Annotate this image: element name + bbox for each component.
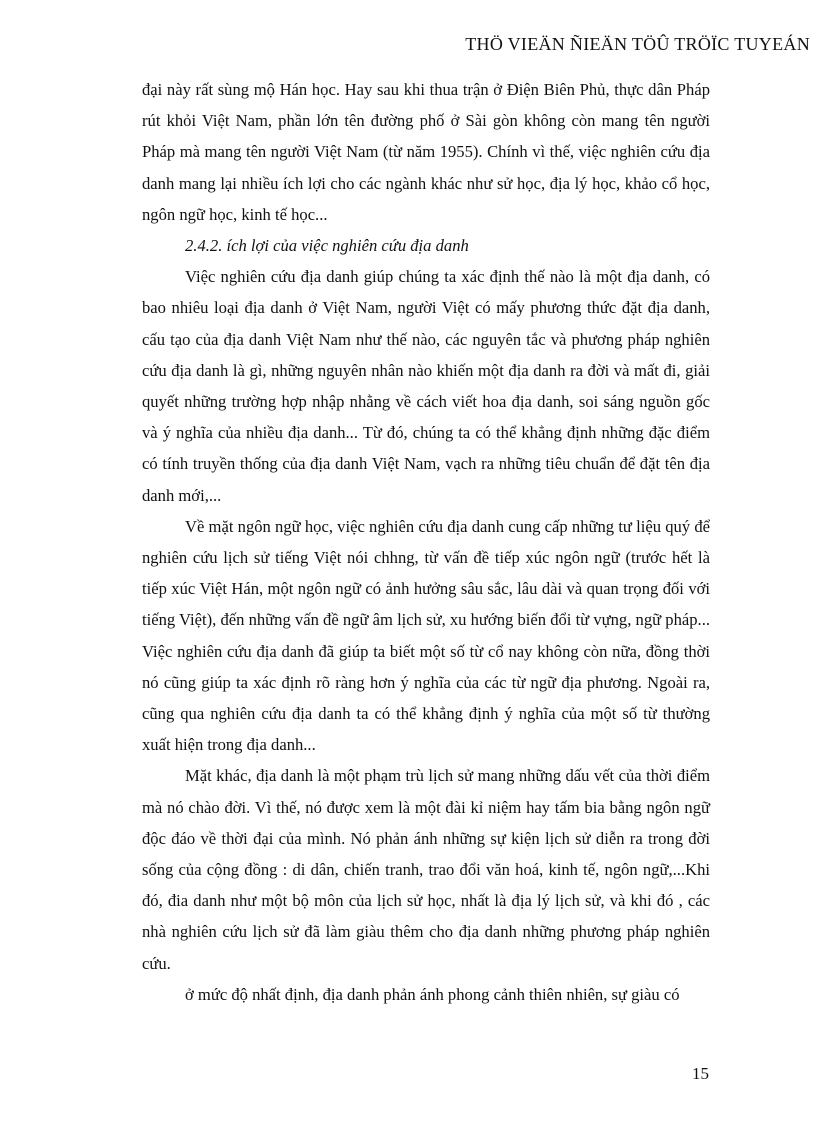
section-heading: 2.4.2. ích lợi của việc nghiên cứu địa danh [185,236,469,256]
running-header: THÖ VIEÄN ÑIEÄN TÖÛ TRÖÏC TUYEÁN [465,34,810,54]
paragraph: Về mặt ngôn ngữ học, việc nghiên cứu địa danh cung cấp những tư liệu quý để nghiên cứu lịch sử tiếng Việt nói chhng, từ vấn đề tiếp xúc ngôn ngữ (trước hết là tiếp xúc Việt Hán, một ngôn ngữ có ảnh hưởng sâu sắc, lâu dài và quan trọng đối với tiếng Việt), đến những vấn đề ngữ âm lịch sử, xu hướng biến đổi từ vựng, ngữ pháp... Việc nghiên cứu địa danh đã giúp ta biết một số từ cổ nay không còn nữa, đồng thời nó cũng giúp ta xác định rõ ràng hơn ý nghĩa của các từ ngữ địa phương. Ngoài ra, cũng qua nghiên cứu địa danh ta có thể khẳng định ý nghĩa của một số từ thường xuất hiện trong địa danh... [142,516,710,755]
paragraph: Việc nghiên cứu địa danh giúp chúng ta xác định thế nào là một địa danh, có bao nhiêu loại địa danh ở Việt Nam, người Việt có mấy phương thức đặt địa danh, cấu tạo của địa danh Việt Nam như thế nào, các nguyên tắc và phương pháp nghiên cứu địa danh là gì, những nguyên nhân nào khiến một địa danh ra đời và mất đi, giải quyết những trường hợp nhập nhằng về cách viết hoa địa danh, soi sáng nguồn gốc và ý nghĩa của nhiều địa danh... Từ đó, chúng ta có thể khẳng định những đặc điểm có tính truyền thống của địa danh Việt Nam, vạch ra những tiêu chuẩn để đặt tên địa danh mới,... [142,267,710,505]
page-number: 15 [692,1064,709,1083]
paragraph: ở mức độ nhất định, địa danh phản ánh phong cảnh thiên nhiên, sự giàu có [185,984,680,1004]
paragraph-continued: đại này rất sùng mộ Hán học. Hay sau khi thua trận ở Điện Biên Phủ, thực dân Pháp rút khỏi Việt Nam, phần lớn tên đường phố ở Sài gòn không còn mang tên người Pháp mà mang tên người Việt Nam (từ năm 1955). Chính vì thế, việc nghiên cứu địa danh mang lại nhiều ích lợi cho các ngành khác như sử học, địa lý học, khảo cổ học, ngôn ngữ học, kinh tế học... [142,80,710,224]
body-text [142,74,710,1010]
paragraph: Mặt khác, địa danh là một phạm trù lịch sử mang những dấu vết của thời điểm mà nó chào đời. Vì thế, nó được xem là một đài kỉ niệm hay tấm bia bằng ngôn ngữ độc đáo về thời đại của mình. Nó phản ánh những sự kiện lịch sử diễn ra trong đời sống của cộng đồng : di dân, chiến tranh, trao đổi văn hoá, kinh tế, ngôn ngữ,...Khi đó, đia danh như một bộ môn của lịch sử học, nhất là địa lý lịch sử, và khi đó , các nhà nghiên cứu lịch sử đã làm giàu thêm cho địa danh những phương pháp nghiên cứu. [142,766,710,973]
